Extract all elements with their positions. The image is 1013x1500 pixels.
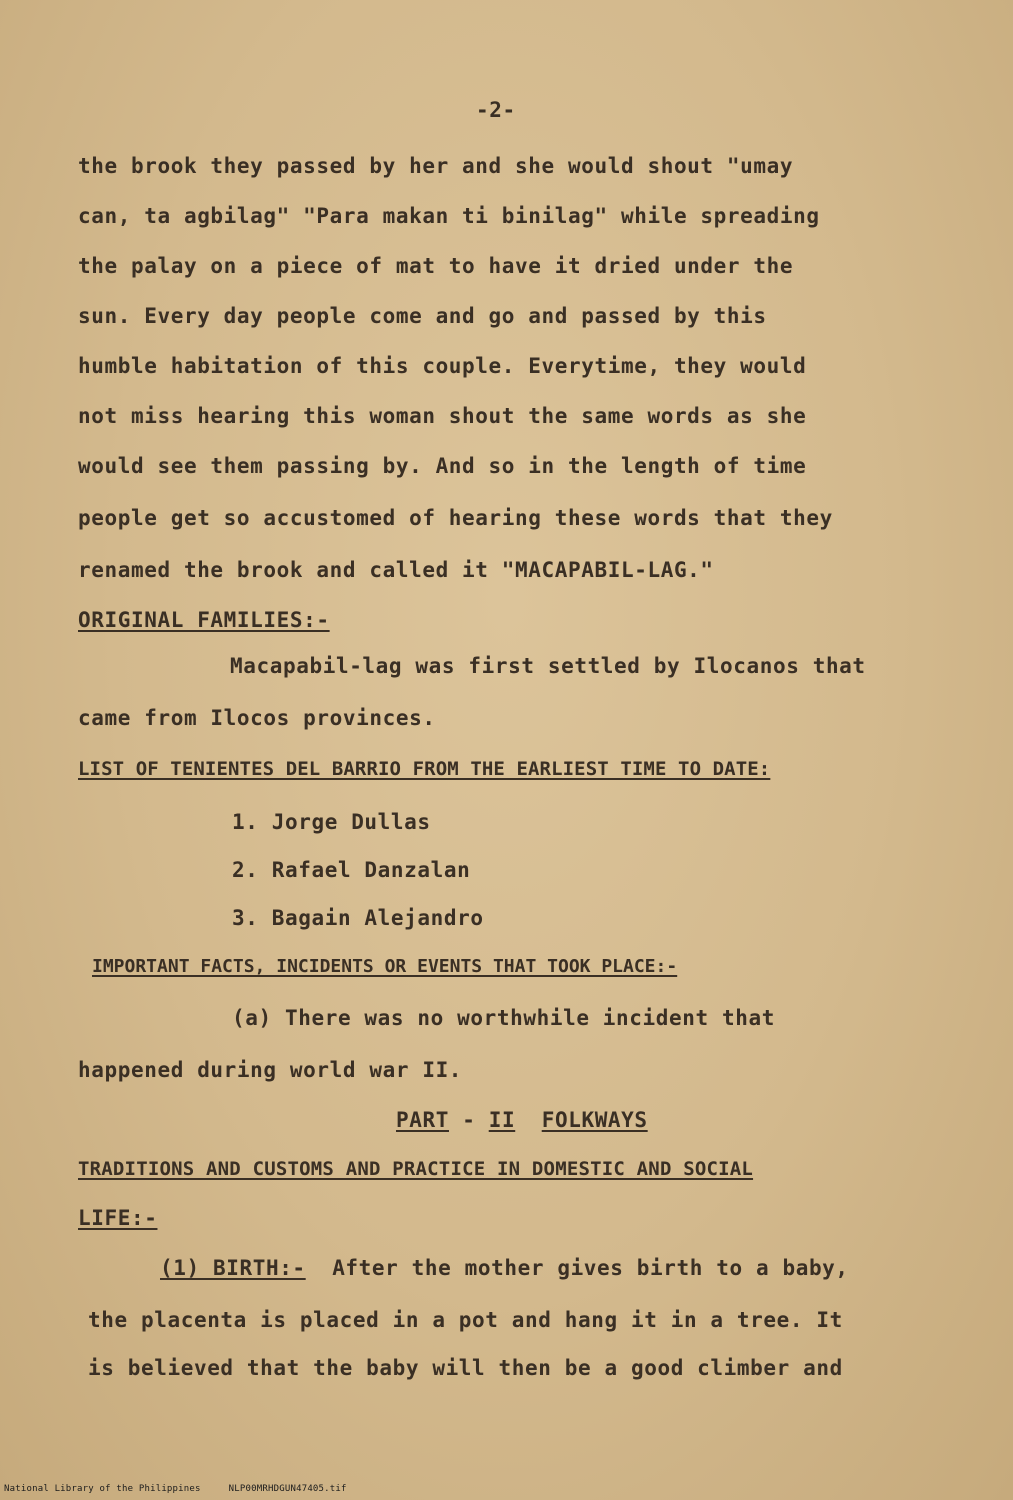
heading-traditions: TRADITIONS AND CUSTOMS AND PRACTICE IN DOMESTIC AND SOCIAL [78, 1158, 754, 1180]
text-line: would see them passing by. And so in the length of time [78, 454, 807, 478]
heading-original-families: ORIGINAL FAMILIES:- [78, 608, 330, 632]
footer-library: National Library of the Philippines [4, 1484, 201, 1494]
list-item: 2. Rafael Danzalan [232, 858, 471, 882]
text-line: the brook they passed by her and she would shout "umay [78, 154, 794, 178]
text-line: humble habitation of this couple. Everytime, they would [78, 354, 807, 378]
text-line: not miss hearing this woman shout the same words as she [78, 404, 807, 428]
part-number: II [488, 1108, 516, 1132]
heading-tenientes: LIST OF TENIENTES DEL BARRIO FROM THE EARLIEST TIME TO DATE: [78, 758, 771, 780]
text-line: renamed the brook and called it "MACAPABIL-LAG." [78, 558, 714, 582]
text-line: is believed that the baby will then be a good climber and [88, 1356, 843, 1380]
heading-important-facts: IMPORTANT FACTS, INCIDENTS OR EVENTS THAT TOOK PLACE:- [92, 956, 678, 977]
part-title: FOLKWAYS [541, 1108, 648, 1132]
text-line: can, ta agbilag" "Para makan ti binilag" while spreading [78, 204, 820, 228]
part-label: PART [396, 1108, 449, 1132]
scan-footer [4, 1484, 347, 1494]
footer-filename: NLP00MRHDGUN47405.tif [228, 1484, 347, 1494]
text-line: the palay on a piece of mat to have it dried under the [78, 254, 794, 278]
text-line: the placenta is placed in a pot and hang it in a tree. It [88, 1308, 843, 1332]
text-line: people get so accustomed of hearing these words that they [78, 506, 833, 530]
part-heading [396, 1110, 648, 1131]
page-number: -2- [476, 98, 516, 122]
heading-traditions-continued: LIFE:- [78, 1206, 158, 1230]
text-line: sun. Every day people come and go and passed by this [78, 304, 767, 328]
birth-label: (1) BIRTH:- [160, 1256, 306, 1280]
text-line: Macapabil-lag was first settled by Ilocanos that [230, 654, 866, 678]
text-line: happened during world war II. [78, 1058, 463, 1082]
text-line: came from Ilocos provinces. [78, 706, 436, 730]
list-item: 3. Bagain Alejandro [232, 906, 484, 930]
birth-paragraph-first-line [160, 1258, 849, 1279]
list-item: 1. Jorge Dullas [232, 810, 431, 834]
part-separator: - [448, 1108, 489, 1132]
text-line: After the mother gives birth to a baby, [332, 1256, 849, 1280]
text-line: (a) There was no worthwhile incident that [232, 1006, 775, 1030]
